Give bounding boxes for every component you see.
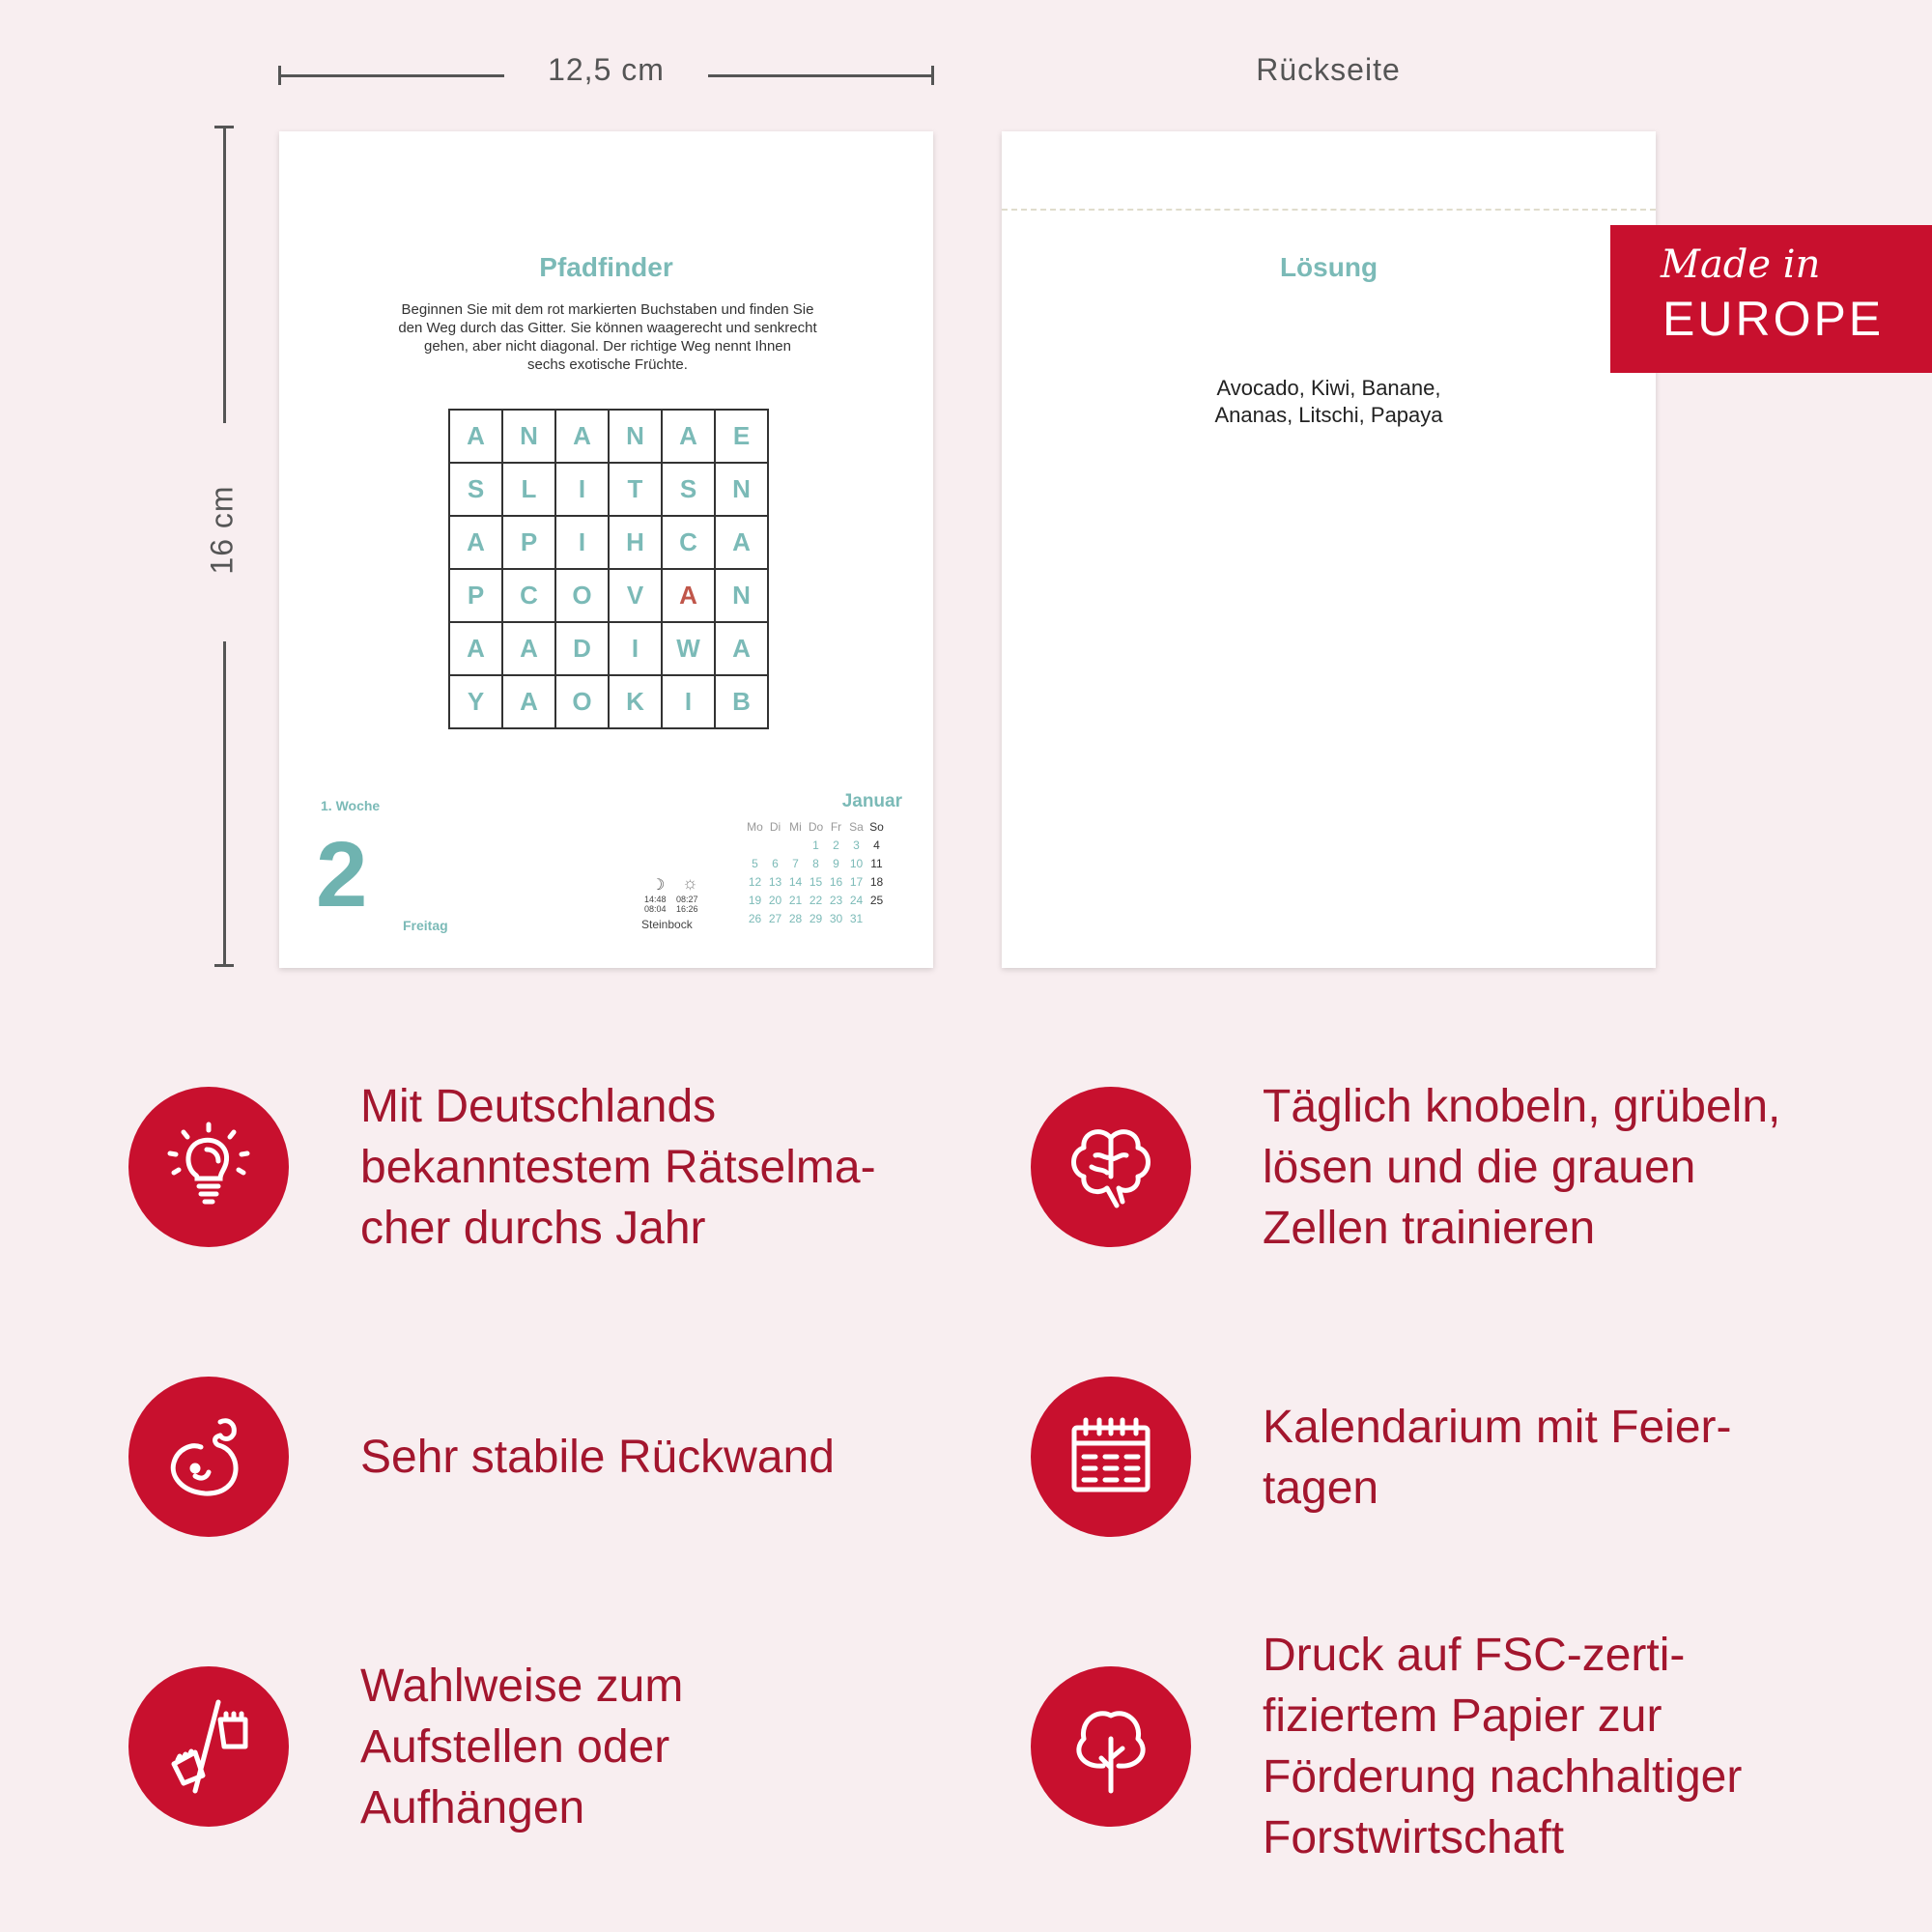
grid-row bbox=[449, 569, 768, 622]
grid-cell: P bbox=[449, 569, 502, 622]
grid-cell: A bbox=[502, 622, 555, 675]
stand-hang-icon bbox=[128, 1666, 289, 1827]
feature-text-6: Druck auf FSC-zerti- fiziertem Papier zur Förderung nachhaltiger Forstwirtschaft bbox=[1263, 1630, 1743, 1863]
calendar-day: 5 bbox=[752, 856, 758, 870]
grid-cell: A bbox=[502, 675, 555, 728]
grid-cell: O bbox=[555, 675, 609, 728]
grid-cell: A bbox=[555, 410, 609, 463]
zodiac-label: Steinbock bbox=[641, 918, 693, 931]
badge-main-text: EUROPE bbox=[1662, 292, 1885, 346]
feature-text-2: Täglich knobeln, grübeln, lösen und die grauen Zellen trainieren bbox=[1263, 1081, 1781, 1254]
calendar-day: 13 bbox=[768, 874, 782, 889]
grid-cell: A bbox=[449, 410, 502, 463]
grid-cell: I bbox=[609, 622, 662, 675]
day-number: 2 bbox=[316, 823, 368, 926]
calendar-weekday-header: Mo bbox=[747, 819, 763, 834]
grid-cell: I bbox=[555, 463, 609, 516]
grid-row bbox=[449, 463, 768, 516]
grid-cell: S bbox=[662, 463, 715, 516]
calendar-day: 12 bbox=[748, 874, 762, 889]
grid-cell: N bbox=[715, 569, 768, 622]
flexed-arm-icon bbox=[128, 1377, 289, 1537]
grid-cell: C bbox=[502, 569, 555, 622]
grid-cell: N bbox=[609, 410, 662, 463]
calendar-weekday-header: Mi bbox=[789, 819, 802, 834]
letter-grid bbox=[448, 409, 769, 729]
calendar-day: 22 bbox=[809, 893, 823, 907]
calendar-weekday-header: So bbox=[869, 819, 884, 834]
puzzle-title: Pfadfinder bbox=[539, 252, 673, 282]
grid-cell: L bbox=[502, 463, 555, 516]
lightbulb-icon bbox=[128, 1087, 289, 1247]
feature-text-1: Mit Deutschlands bekanntestem Rätselma- cher durchs Jahr bbox=[360, 1081, 876, 1254]
calendar-day: 27 bbox=[768, 911, 782, 925]
grid-cell: D bbox=[555, 622, 609, 675]
back-side-label: Rückseite bbox=[1256, 52, 1401, 87]
calendar-day: 29 bbox=[809, 911, 823, 925]
grid-cell: A bbox=[662, 410, 715, 463]
height-label: 16 cm bbox=[204, 485, 240, 575]
week-label: 1. Woche bbox=[321, 798, 381, 813]
grid-cell: O bbox=[555, 569, 609, 622]
grid-cell: H bbox=[609, 516, 662, 569]
grid-cell: A bbox=[715, 622, 768, 675]
calendar-day: 1 bbox=[812, 838, 819, 852]
grid-cell: W bbox=[662, 622, 715, 675]
calendar-day: 28 bbox=[788, 911, 803, 925]
calendar-day: 17 bbox=[849, 874, 864, 889]
grid-cell: T bbox=[609, 463, 662, 516]
grid-cell: A bbox=[449, 622, 502, 675]
grid-cell: E bbox=[715, 410, 768, 463]
mini-calendar bbox=[745, 817, 887, 927]
calendar-day: 30 bbox=[829, 911, 843, 925]
grid-cell: S bbox=[449, 463, 502, 516]
moon-icon: ☽ bbox=[651, 877, 666, 894]
calendar-weekday-header: Do bbox=[808, 819, 824, 834]
calendar-day: 14 bbox=[788, 874, 803, 889]
calendar-day: 15 bbox=[809, 874, 823, 889]
calendar-day: 18 bbox=[869, 874, 884, 889]
width-label: 12,5 cm bbox=[548, 52, 665, 87]
tree-icon bbox=[1031, 1666, 1191, 1827]
weekday-label: Freitag bbox=[403, 918, 448, 933]
grid-cell: V bbox=[609, 569, 662, 622]
calendar-day: 25 bbox=[869, 893, 884, 907]
calendar-day: 19 bbox=[748, 893, 762, 907]
calendar-day: 6 bbox=[772, 856, 779, 870]
made-in-europe-badge bbox=[1610, 225, 1932, 373]
calendar-day bbox=[765, 836, 785, 854]
grid-row bbox=[449, 622, 768, 675]
back-calendar-page bbox=[1002, 131, 1656, 968]
calendar-day: 23 bbox=[829, 893, 843, 907]
feature-text-3: Sehr stabile Rückwand bbox=[360, 1432, 835, 1483]
calendar-weekday-header: Di bbox=[769, 819, 781, 834]
grid-cell: I bbox=[555, 516, 609, 569]
calendar-icon bbox=[1031, 1377, 1191, 1537]
grid-cell: N bbox=[502, 410, 555, 463]
puzzle-instructions: Beginnen Sie mit dem rot markierten Buchstaben und finden Sie den Weg durch das Gitter. Sie können waagerecht und senkrecht gehen, aber nicht diagonal. Der richtige Weg nennt Ihnen sechs exotische Früchte. bbox=[398, 301, 817, 373]
calendar-day: 20 bbox=[768, 893, 782, 907]
calendar-day: 26 bbox=[748, 911, 762, 925]
grid-row bbox=[449, 516, 768, 569]
calendar-day: 7 bbox=[792, 856, 799, 870]
feature-text-5: Wahlweise zum Aufstellen oder Aufhängen bbox=[360, 1661, 684, 1833]
grid-row bbox=[449, 675, 768, 728]
calendar-day bbox=[785, 836, 806, 854]
calendar-day bbox=[745, 836, 765, 854]
calendar-day: 4 bbox=[873, 838, 880, 852]
perforation-line bbox=[1002, 209, 1656, 211]
grid-cell: A bbox=[449, 516, 502, 569]
calendar-weekday-header: Sa bbox=[849, 819, 864, 834]
sun-icon: ☼ bbox=[682, 873, 698, 893]
front-calendar-page: Pfadfinder Beginnen Sie mit dem rot markierten Buchstaben und finden Sie den Weg durch das Gitter. Sie können waagerecht und senkrecht gehen, aber nicht diagonal. Der richtige Weg nennt Ihnen sechs exotische Früchte. A N A N A E S L I T S N A P I H C A P C O V A N A A D I W A Y A O K I B 1. Woche 2 Freitag ☽ ☼ 14:48 08:04 08:27 16:26 Steinbock Januar Mo Di Mi Do Fr Sa So 1 2 3 4 5 6 7 8 9 10 11 12 13 14 15 16 17 18 19 20 21 22 23 24 25 26 27 28 29 30 31 bbox=[279, 131, 933, 968]
solution-title: Lösung bbox=[1279, 252, 1378, 282]
calendar-day: 11 bbox=[870, 856, 883, 870]
month-label: Januar bbox=[841, 791, 902, 811]
feature-text-4: Kalendarium mit Feier- tagen bbox=[1263, 1402, 1732, 1514]
brain-icon bbox=[1031, 1087, 1191, 1247]
grid-cell: A bbox=[662, 569, 715, 622]
calendar-day: 8 bbox=[812, 856, 819, 870]
calendar-day bbox=[867, 909, 887, 927]
grid-cell: P bbox=[502, 516, 555, 569]
grid-cell: C bbox=[662, 516, 715, 569]
calendar-day: 16 bbox=[829, 874, 843, 889]
calendar-day: 31 bbox=[849, 911, 864, 925]
calendar-day: 2 bbox=[833, 838, 839, 852]
grid-cell: Y bbox=[449, 675, 502, 728]
grid-cell: B bbox=[715, 675, 768, 728]
calendar-day: 10 bbox=[849, 856, 864, 870]
badge-script-text: Made in bbox=[1661, 242, 1821, 287]
calendar-weekday-header: Fr bbox=[830, 819, 842, 834]
grid-cell: A bbox=[715, 516, 768, 569]
grid-cell: I bbox=[662, 675, 715, 728]
calendar-day: 21 bbox=[788, 893, 803, 907]
grid-row bbox=[449, 410, 768, 463]
solution-text: Avocado, Kiwi, Banane, Ananas, Litschi, Papaya bbox=[1214, 376, 1443, 427]
calendar-day: 9 bbox=[833, 856, 839, 870]
calendar-day: 24 bbox=[849, 893, 864, 907]
grid-cell: K bbox=[609, 675, 662, 728]
calendar-day: 3 bbox=[853, 838, 860, 852]
grid-cell: N bbox=[715, 463, 768, 516]
